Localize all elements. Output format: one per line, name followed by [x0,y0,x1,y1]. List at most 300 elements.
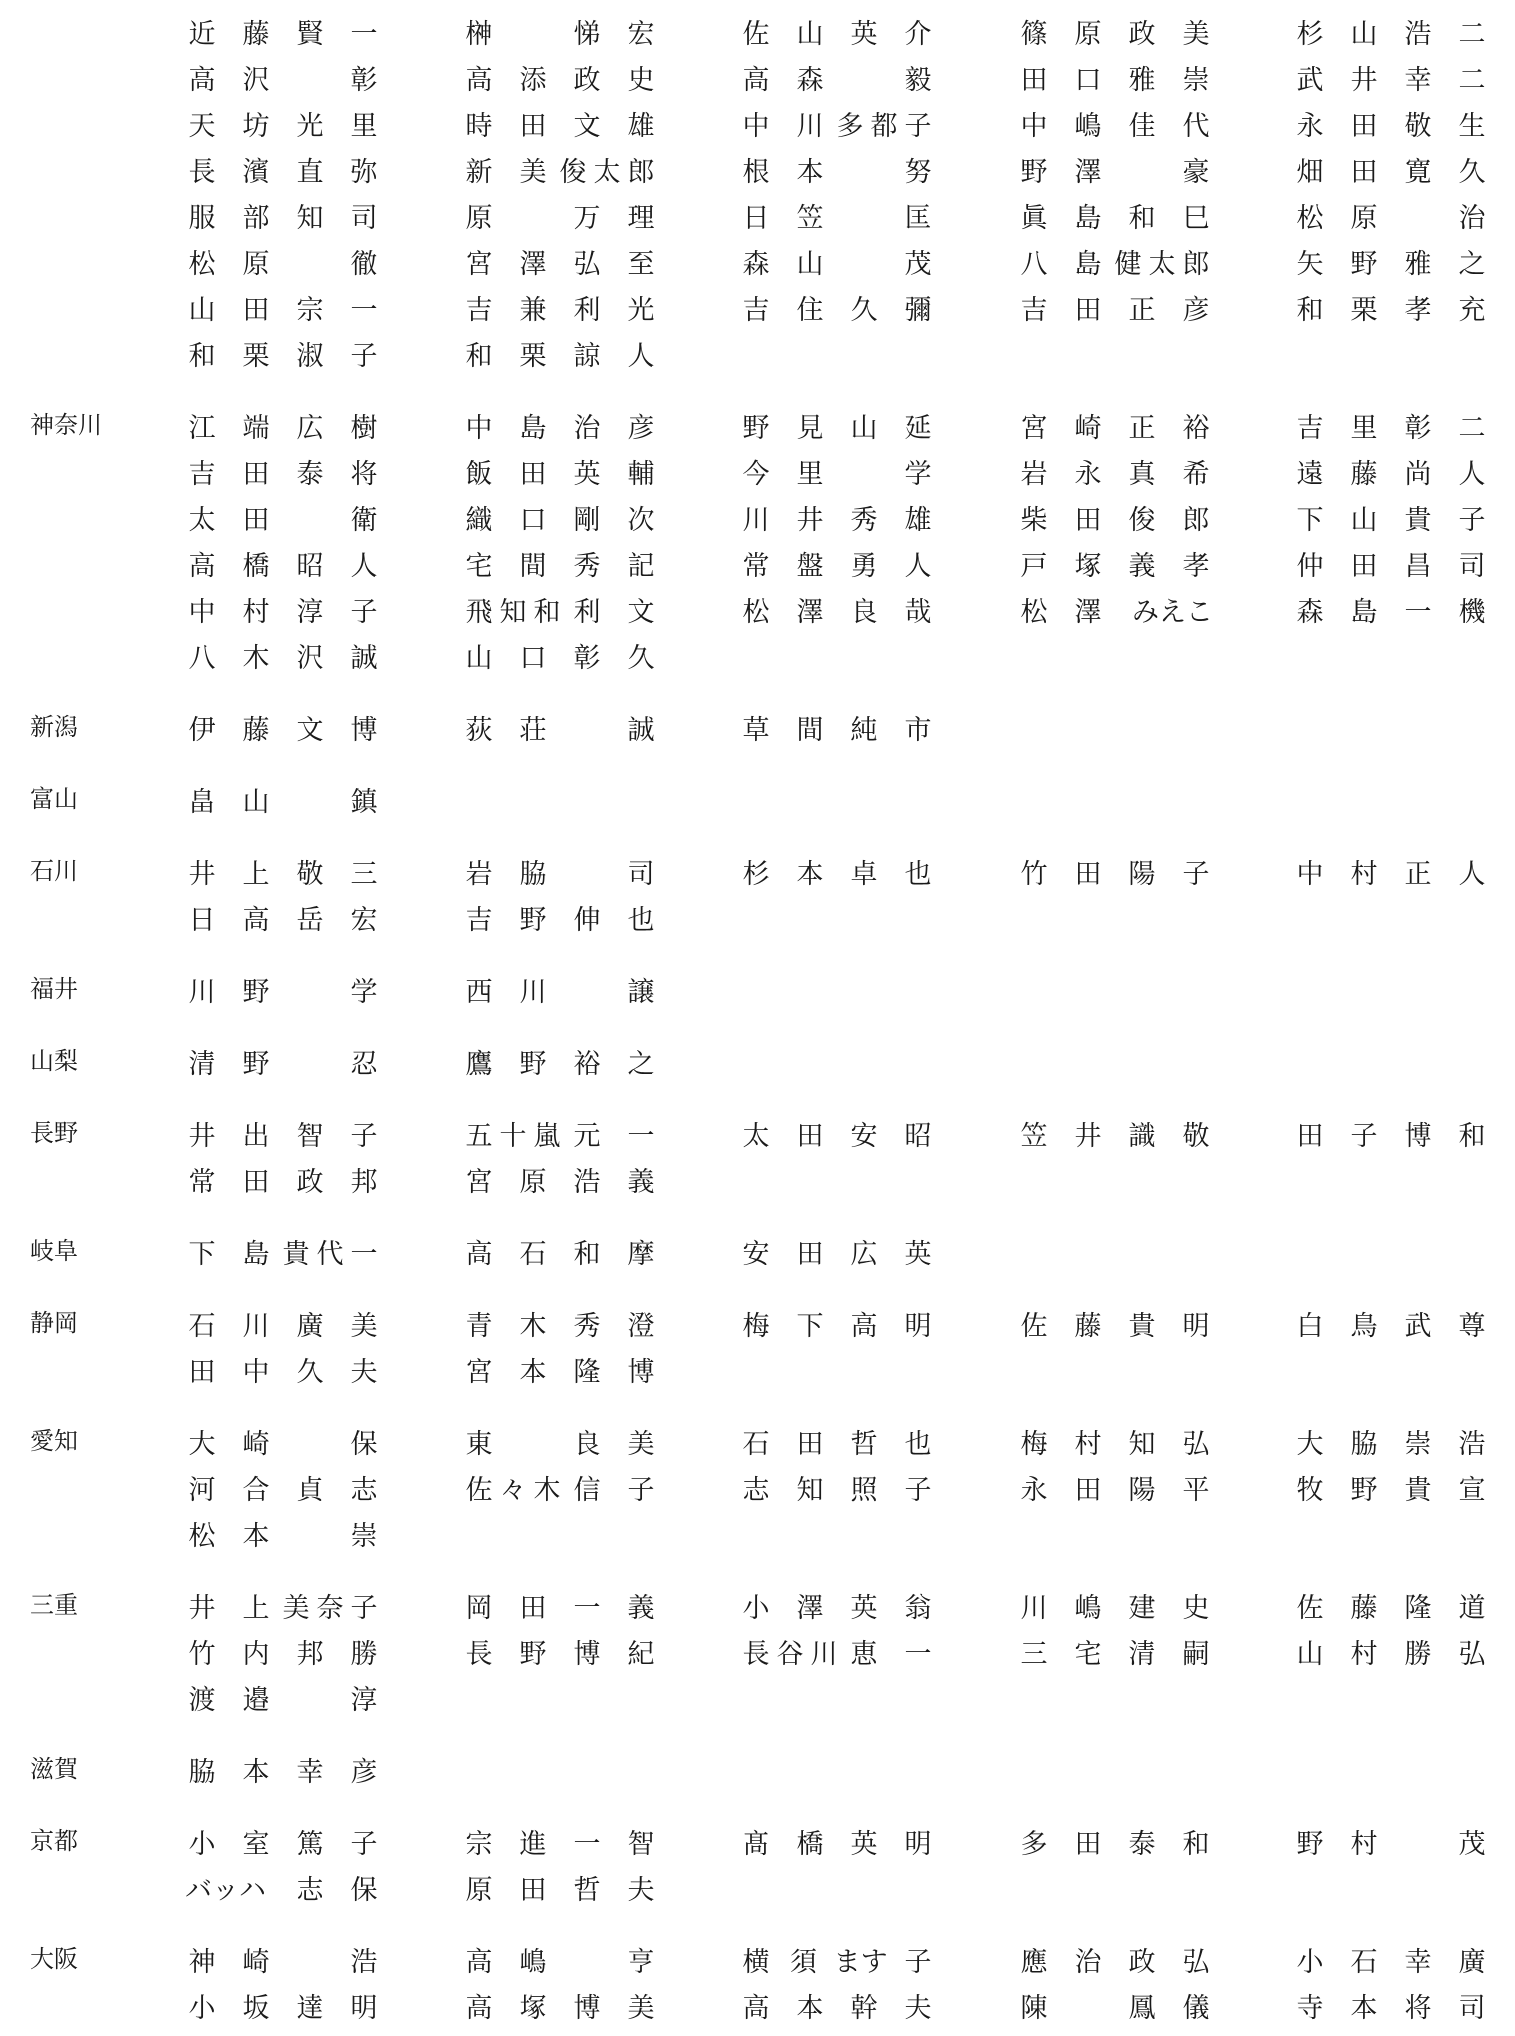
name-glyph: 木 [242,642,270,674]
name-glyph: 美 [627,1428,655,1460]
name-glyph: 明 [1182,1310,1210,1342]
name-glyph: 内 [242,1638,270,1670]
family-name [739,1632,841,1671]
family-name [739,242,827,281]
member-name [462,284,658,330]
family-name [739,150,827,189]
name-glyph: 小 [188,1828,216,1860]
member-name [1017,1982,1213,2028]
name-glyph: 里 [1350,412,1378,444]
name-glyph: 田 [796,1428,824,1460]
member-name [185,848,381,894]
name-glyph: 本 [796,858,824,890]
name-glyph: 也 [904,858,932,890]
name-glyph: 和 [1128,202,1156,234]
name-glyph: 吉 [742,294,770,326]
roster-row [0,1156,1515,1202]
member-name [739,540,935,586]
prefecture-label: 山梨 [30,1047,78,1075]
name-glyph: 子 [350,340,378,372]
member-name [185,1418,381,1464]
name-glyph: 市 [904,714,932,746]
name-glyph: 浩 [1404,18,1432,50]
family-name [1017,1986,1051,2025]
given-name [347,1042,381,1081]
member-name [185,1864,381,1910]
member-name [185,192,381,238]
name-glyph: 太 [1148,248,1176,280]
name-glyph: 高 [742,1992,770,2024]
name-glyph: 昭 [904,1120,932,1152]
name-glyph: 野 [519,1048,547,1080]
name-glyph: 端 [242,412,270,444]
name-glyph: 恵 [850,1638,878,1670]
name-glyph: 田 [1074,504,1102,536]
member-name [739,238,935,284]
name-glyph: 義 [627,1592,655,1624]
roster-row [0,1464,1515,1510]
name-glyph: 山 [1296,1638,1324,1670]
member-name [1293,448,1489,494]
name-glyph: 伊 [188,714,216,746]
roster-row [0,1982,1515,2028]
member-name [1293,1110,1489,1156]
name-glyph: 室 [242,1828,270,1860]
name-glyph: 美 [350,1310,378,1342]
name-glyph: 服 [188,202,216,234]
name-glyph: 子 [904,1946,932,1978]
member-name [462,1818,658,1864]
member-name [1017,54,1213,100]
roster-row [0,1818,1515,1864]
name-glyph: 藤 [242,714,270,746]
name-glyph: みえこ [1132,596,1213,628]
name-glyph: 之 [1458,248,1486,280]
name-glyph: 弘 [573,248,601,280]
family-name [462,1940,550,1979]
family-name [739,452,827,491]
name-glyph: 誠 [627,714,655,746]
member-name [1293,586,1489,632]
member-name [739,586,935,632]
member-name [185,494,381,540]
given-name [624,1940,658,1979]
name-glyph: 正 [1404,858,1432,890]
name-glyph: 良 [573,1428,601,1460]
name-glyph: 添 [519,64,547,96]
member-name [739,284,935,330]
name-glyph: 栗 [242,340,270,372]
name-glyph: 政 [296,1166,324,1198]
name-glyph: 荘 [519,714,547,746]
name-glyph: 高 [465,1238,493,1270]
name-glyph: 崇 [350,1520,378,1552]
name-glyph: 正 [1128,294,1156,326]
name-glyph: 廣 [1458,1946,1486,1978]
roster-row [0,1418,1515,1464]
given-name [570,1114,658,1153]
member-name [462,586,658,632]
name-glyph: 澤 [1074,596,1102,628]
name-glyph: 信 [573,1474,601,1506]
member-name [1017,448,1213,494]
member-name [462,1300,658,1346]
member-name [1017,402,1213,448]
member-name [462,1156,658,1202]
family-name [462,12,496,51]
given-name [1111,242,1213,281]
name-glyph: 村 [1350,1828,1378,1860]
member-name [185,1936,381,1982]
name-glyph: 長 [465,1638,493,1670]
name-glyph: 井 [1350,64,1378,96]
name-glyph: 澤 [519,248,547,280]
name-glyph: 保 [350,1428,378,1460]
name-glyph: 田 [242,1166,270,1198]
member-name [185,586,381,632]
name-glyph: 機 [1458,596,1486,628]
name-glyph: 卓 [850,858,878,890]
family-name [185,1586,273,1625]
name-glyph: 竹 [188,1638,216,1670]
name-glyph: 二 [1458,18,1486,50]
given-name [347,1514,381,1553]
name-glyph: 佐 [1296,1592,1324,1624]
name-glyph: 時 [465,110,493,142]
roster-row [0,192,1515,238]
roster-row [0,1346,1515,1392]
name-glyph: 野 [1020,156,1048,188]
name-glyph: 弘 [1182,1946,1210,1978]
name-glyph: 澤 [1074,156,1102,188]
name-glyph: 本 [1350,1992,1378,2024]
name-glyph: 高 [242,904,270,936]
name-glyph: 口 [519,504,547,536]
name-glyph: 下 [188,1238,216,1270]
name-glyph: 崎 [242,1428,270,1460]
name-glyph: 小 [1296,1946,1324,1978]
name-glyph: 美 [282,1592,310,1624]
name-glyph: 英 [850,1828,878,1860]
name-glyph: 上 [242,858,270,890]
family-name [185,970,273,1009]
given-name [347,498,381,537]
name-glyph: 子 [904,1474,932,1506]
name-glyph: 淳 [296,596,324,628]
name-glyph: 松 [188,248,216,280]
name-glyph: 沢 [296,642,324,674]
given-name [347,242,381,281]
member-name [462,894,658,940]
name-glyph: 隆 [1404,1592,1432,1624]
member-name [185,1982,381,2028]
name-glyph: 勝 [350,1638,378,1670]
name-glyph: 泰 [296,458,324,490]
name-glyph: 牧 [1296,1474,1324,1506]
name-glyph: 盤 [796,550,824,582]
name-glyph: 脇 [188,1756,216,1788]
member-name [1293,100,1489,146]
given-name [901,242,935,281]
name-glyph: 明 [904,1828,932,1860]
name-glyph: 高 [188,550,216,582]
name-glyph: 石 [742,1428,770,1460]
name-glyph: 西 [465,976,493,1008]
name-glyph: 樹 [350,412,378,444]
member-name [185,1110,381,1156]
name-glyph: 渡 [188,1684,216,1716]
name-glyph: 正 [1128,412,1156,444]
name-glyph: 仲 [1296,550,1324,582]
name-glyph: 志 [296,1874,324,1906]
name-glyph: 原 [465,202,493,234]
name-glyph: 治 [1458,202,1486,234]
name-glyph: 鎮 [350,786,378,818]
member-name [185,1746,381,1792]
member-name [185,284,381,330]
member-name [185,330,381,376]
family-name [185,58,273,97]
name-glyph: 志 [350,1474,378,1506]
name-glyph: 久 [296,1356,324,1388]
name-glyph: 幸 [1404,1946,1432,1978]
name-glyph: 杉 [742,858,770,890]
name-glyph: 子 [1350,1120,1378,1152]
name-glyph: 塚 [1074,550,1102,582]
name-glyph: 弘 [1458,1638,1486,1670]
name-glyph: 東 [465,1428,493,1460]
roster-row [0,448,1515,494]
given-name [624,852,658,891]
name-glyph: 摩 [627,1238,655,1270]
name-glyph: 浩 [1458,1428,1486,1460]
name-glyph: 野 [242,1048,270,1080]
name-glyph: 奈 [316,1592,344,1624]
name-glyph: 田 [1350,110,1378,142]
name-glyph: 篠 [1020,18,1048,50]
name-glyph: 一 [573,1592,601,1624]
name-glyph: 田 [1074,1828,1102,1860]
name-glyph: 雄 [904,504,932,536]
family-name [185,1422,273,1461]
name-glyph: 島 [242,1238,270,1270]
name-glyph: 嶋 [519,1946,547,1978]
name-glyph: 中 [742,110,770,142]
name-glyph: 合 [242,1474,270,1506]
member-name [1017,1628,1213,1674]
name-glyph: 杉 [1296,18,1324,50]
name-glyph: 田 [519,458,547,490]
member-name [185,1510,381,1556]
name-glyph: 織 [465,504,493,536]
name-glyph: 政 [573,64,601,96]
name-glyph: 明 [904,1310,932,1342]
name-glyph: 坊 [242,110,270,142]
roster-row [0,632,1515,678]
name-glyph: 五 [465,1120,493,1152]
name-glyph: 原 [242,248,270,280]
name-glyph: 岳 [296,904,324,936]
name-glyph: 子 [1458,504,1486,536]
family-name [185,1868,266,1907]
member-name [1293,54,1489,100]
given-name [901,58,935,97]
member-name [185,1038,381,1084]
name-glyph: 三 [1020,1638,1048,1670]
member-name [739,1228,935,1274]
name-glyph: 野 [742,412,770,444]
roster-row [0,284,1515,330]
name-glyph: 吉 [188,458,216,490]
name-glyph: 一 [904,1638,932,1670]
name-glyph: 武 [1296,64,1324,96]
name-glyph: 学 [904,458,932,490]
name-glyph: 矢 [1296,248,1324,280]
member-name [1293,1300,1489,1346]
name-glyph: 里 [350,110,378,142]
name-glyph: 政 [1128,1946,1156,1978]
name-glyph: 貴 [1404,1474,1432,1506]
name-glyph: 道 [1458,1592,1486,1624]
name-glyph: 延 [904,412,932,444]
name-glyph: 純 [850,714,878,746]
name-glyph: 山 [796,18,824,50]
name-glyph: 賢 [296,18,324,50]
roster-row [0,1936,1515,1982]
name-glyph: 元 [573,1120,601,1152]
name-glyph: 近 [188,18,216,50]
name-glyph: ます [833,1946,888,1978]
name-glyph: 司 [627,858,655,890]
name-glyph: 梅 [1020,1428,1048,1460]
member-name [739,448,935,494]
family-name [185,780,273,819]
name-glyph: 子 [1182,858,1210,890]
name-glyph: 邉 [242,1684,270,1716]
family-name [1017,242,1105,281]
name-glyph: 島 [1350,596,1378,628]
prefecture-label: 福井 [30,975,78,1003]
member-name [739,848,935,894]
name-glyph: 剛 [573,504,601,536]
name-glyph: 笠 [1020,1120,1048,1152]
name-glyph: 夫 [627,1874,655,1906]
member-name [185,776,381,822]
name-glyph: 彰 [1404,412,1432,444]
name-glyph: 紀 [627,1638,655,1670]
name-glyph: 宅 [465,550,493,582]
name-glyph: 博 [1404,1120,1432,1152]
name-glyph: 代 [1182,110,1210,142]
name-glyph: 大 [188,1428,216,1460]
name-glyph: 久 [1458,156,1486,188]
name-glyph: 二 [1458,64,1486,96]
name-glyph: 野 [519,904,547,936]
family-name [1293,1822,1381,1861]
member-name [462,1346,658,1392]
member-name [1017,1110,1213,1156]
name-glyph: 畑 [1296,156,1324,188]
name-glyph: 博 [573,1638,601,1670]
name-glyph: 白 [1296,1310,1324,1342]
name-glyph: 義 [627,1166,655,1198]
name-glyph: 藤 [1074,1310,1102,1342]
member-name [462,1582,658,1628]
name-glyph: 本 [796,1992,824,2024]
name-glyph: 秀 [850,504,878,536]
member-name [1293,1582,1489,1628]
member-name [462,1418,658,1464]
name-glyph: 雅 [1128,64,1156,96]
name-glyph: 博 [350,714,378,746]
roster-row [0,1228,1515,1274]
name-glyph: 子 [350,1828,378,1860]
name-glyph: 間 [796,714,824,746]
name-glyph: 希 [1182,458,1210,490]
name-glyph: 尊 [1458,1310,1486,1342]
name-glyph: 川 [188,976,216,1008]
name-glyph: 幹 [850,1992,878,2024]
member-name [1017,146,1213,192]
given-name [347,58,381,97]
name-glyph: 明 [350,1992,378,2024]
name-glyph: 田 [1074,858,1102,890]
roster-row [0,1038,1515,1084]
name-glyph: 尚 [1404,458,1432,490]
name-glyph: 川 [742,504,770,536]
member-name [185,238,381,284]
member-name [1017,238,1213,284]
member-name [185,1464,381,1510]
name-glyph: 学 [350,976,378,1008]
member-name [1293,284,1489,330]
member-name [1017,1818,1213,1864]
name-glyph: 野 [1296,1828,1324,1860]
name-glyph: 藤 [1350,458,1378,490]
member-name [1017,284,1213,330]
name-glyph: 宅 [1074,1638,1102,1670]
roster-row [0,402,1515,448]
roster-row [0,966,1515,1012]
name-glyph: 英 [850,1592,878,1624]
name-glyph: 田 [1350,156,1378,188]
name-glyph: 保 [350,1874,378,1906]
name-glyph: バッハ [185,1874,266,1906]
roster-row [0,330,1515,376]
name-glyph: 吉 [1020,294,1048,326]
name-glyph: 八 [1020,248,1048,280]
name-glyph: 次 [627,504,655,536]
name-glyph: 知 [1128,1428,1156,1460]
name-glyph: 代 [316,1238,344,1270]
name-glyph: 田 [519,110,547,142]
name-glyph: 本 [519,1356,547,1388]
name-glyph: 森 [742,248,770,280]
name-glyph: 戸 [1020,550,1048,582]
family-name [462,1422,496,1461]
name-glyph: 澤 [796,596,824,628]
member-name [462,238,658,284]
member-name [1017,1464,1213,1510]
name-glyph: 井 [188,1592,216,1624]
name-glyph: 寺 [1296,1992,1324,2024]
name-glyph: 一 [350,294,378,326]
name-glyph: 豪 [1182,156,1210,188]
name-glyph: 也 [904,1428,932,1460]
name-glyph: 天 [188,110,216,142]
member-name [1293,1982,1489,2028]
roster-row [0,8,1515,54]
